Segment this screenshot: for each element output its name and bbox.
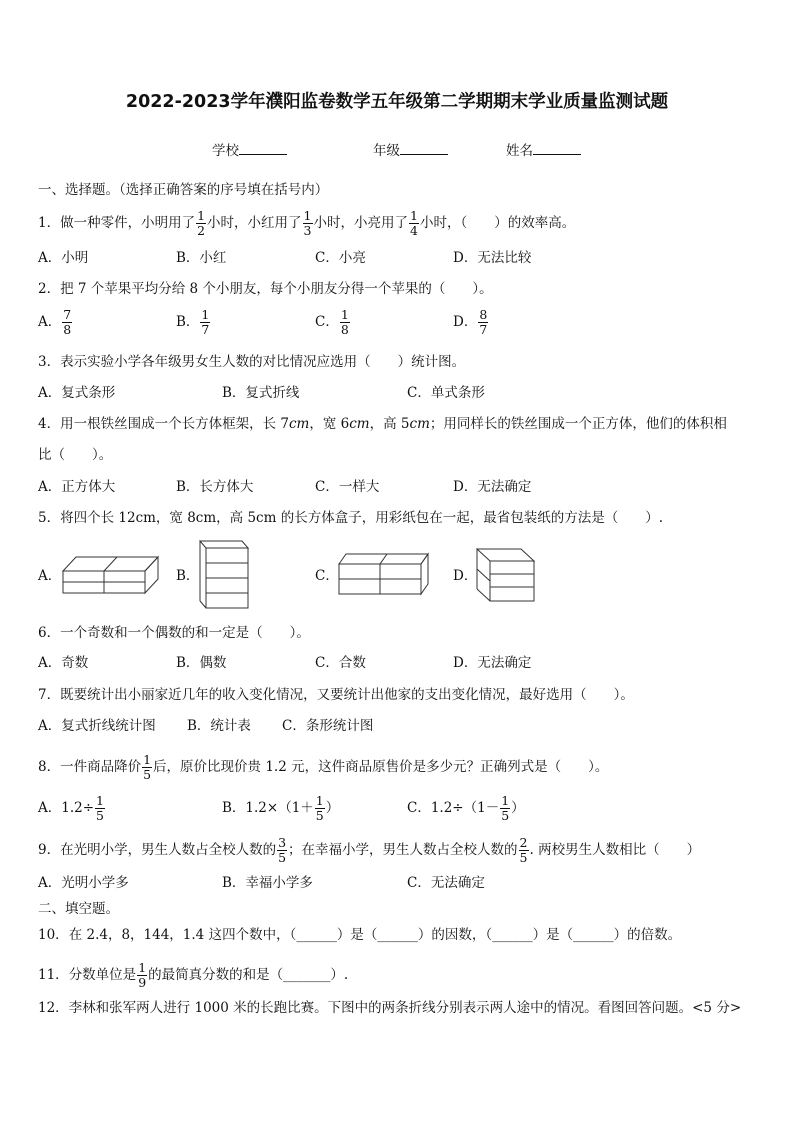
question-4-line2: 比（ ）。	[38, 447, 113, 463]
option[interactable]: A．1.2÷ $\frac{1}{5}$	[38, 793, 104, 823]
question-1: 1．做一种零件，小明用了 $\frac{1}{2}$ 小时，小红用了 $\frac{1}{3}$ 小时，小亮用了 $\frac{1}{4}$ 小时，（ ）的效率高。	[38, 208, 576, 238]
option[interactable]: C． $\frac{1}{8}$	[315, 307, 349, 337]
question-12: 12．李林和张军两人进行 1000 米的长跑比赛。下图中的两条折线分别表示两人途中的情况。看图回答问题。<5 分>	[38, 1000, 742, 1016]
option[interactable]: B．长方体大	[176, 479, 254, 495]
boxes-figure-b	[198, 540, 250, 610]
option[interactable]: B．复式折线	[222, 385, 300, 401]
section-choice-heading: 一、选择题。（选择正确答案的序号填在括号内）	[38, 182, 329, 198]
question-2: 2．把 7 个苹果平均分给 8 个小朋友，每个小朋友分得一个苹果的（ ）。	[38, 281, 493, 297]
fraction: $\frac{1}{2}$	[197, 208, 206, 238]
question-8: 8．一件商品降价 $\frac{1}{5}$ 后，原价比现价贵 1.2 元，这件商品原售价是多少元？正确列式是（ ）。	[38, 752, 609, 782]
name-field[interactable]: 姓名	[506, 140, 581, 160]
question-11: 11．分数单位是 $\frac{1}{9}$ 的最简真分数的和是（_______）.	[38, 960, 349, 990]
question-5: 5．将四个长 12cm，宽 8cm，高 5cm 的长方体盒子，用彩纸包在一起，最省包装纸的方法是（ ）.	[38, 510, 663, 526]
option[interactable]: D． $\frac{8}{7}$	[453, 307, 488, 337]
option[interactable]: C．合数	[315, 655, 366, 671]
option[interactable]: B．1.2×（1＋ $\frac{1}{5}$ ）	[222, 793, 340, 823]
option[interactable]: A．复式折线统计图	[38, 718, 156, 734]
boxes-figure-a	[62, 554, 160, 596]
option[interactable]: A．复式条形	[38, 385, 116, 401]
option-label[interactable]: A．	[38, 568, 62, 584]
grade-field[interactable]: 年级	[373, 140, 448, 160]
option[interactable]: A．小明	[38, 250, 89, 266]
option[interactable]: A．光明小学多	[38, 875, 129, 891]
option[interactable]: C．小亮	[315, 250, 366, 266]
option[interactable]: D．无法确定	[453, 655, 532, 671]
question-9: 9．在光明小学，男生人数占全校人数的 $\frac{3}{5}$ ；在幸福小学，男生人数占全校人数的 $\frac{2}{5}$ . 两校男生人数相比（ ）	[38, 835, 701, 865]
exam-title: 2022-2023学年濮阳监卷数学五年级第二学期期末学业质量监测试题	[125, 92, 669, 112]
option[interactable]: B．小红	[176, 250, 227, 266]
option[interactable]: C．单式条形	[407, 385, 485, 401]
question-4: 4．用一根铁丝围成一个长方体框架，长 7cm，宽 6cm，高 5cm；用同样长的铁丝围成一个正方体，他们的体积相	[38, 416, 727, 432]
fraction: $\frac{1}{4}$	[410, 208, 418, 238]
option[interactable]: B．偶数	[176, 655, 227, 671]
option[interactable]: B．统计表	[187, 718, 251, 734]
option-label[interactable]: D．	[453, 568, 478, 584]
fraction: $\frac{1}{3}$	[303, 208, 312, 238]
question-7: 7．既要统计出小丽家近几年的收入变化情况，又要统计出他家的支出变化情况，最好选用（ ）。	[38, 687, 634, 703]
option[interactable]: A． $\frac{7}{8}$	[38, 307, 72, 337]
option[interactable]: D．无法确定	[453, 479, 532, 495]
option[interactable]: B．幸福小学多	[222, 875, 313, 891]
option[interactable]: D．无法比较	[453, 250, 532, 266]
boxes-figure-c	[338, 552, 430, 596]
option-label[interactable]: C．	[315, 568, 339, 584]
option[interactable]: C．条形统计图	[282, 718, 374, 734]
option[interactable]: C．无法确定	[407, 875, 485, 891]
section-fill-heading: 二、填空题。	[38, 901, 119, 917]
question-6: 6．一个奇数和一个偶数的和一定是（ ）。	[38, 625, 310, 641]
option[interactable]: C．一样大	[315, 479, 380, 495]
option[interactable]: C．1.2÷（1－ $\frac{1}{5}$ ）	[407, 793, 525, 823]
school-field[interactable]: 学校	[212, 140, 287, 160]
option[interactable]: B． $\frac{1}{7}$	[176, 307, 210, 337]
option-label[interactable]: B．	[176, 568, 200, 584]
option[interactable]: A．奇数	[38, 655, 89, 671]
question-10: 10．在 2.4，8，144，1.4 这四个数中，（______）是（______）的因数，（______）是（______）的倍数。	[38, 927, 682, 943]
boxes-figure-d	[474, 547, 536, 603]
option[interactable]: A．正方体大	[38, 479, 116, 495]
question-3: 3．表示实验小学各年级男女生人数的对比情况应选用（ ）统计图。	[38, 354, 466, 370]
